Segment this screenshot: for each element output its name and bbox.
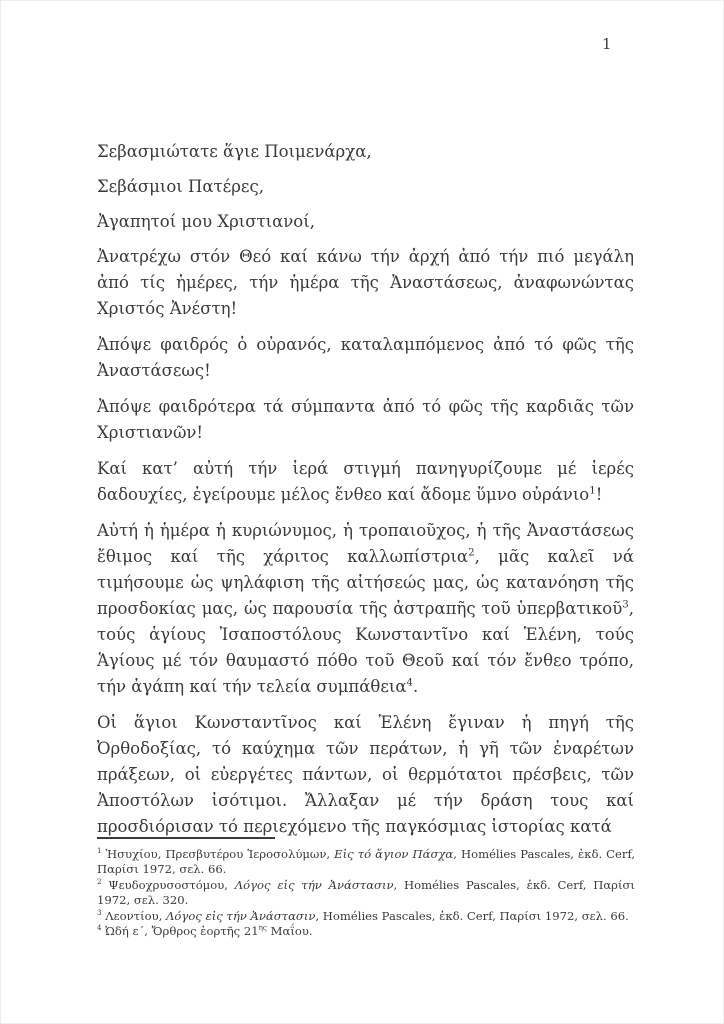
body-paragraph xyxy=(97,710,634,840)
body-paragraph xyxy=(97,244,634,322)
text-segment: . xyxy=(413,677,419,696)
text-segment: Ἀπόψε φαιδρότερα τά σύμπαντα ἀπό τό φῶς τῆς καρδιᾶς τῶν Χριστιανῶν! xyxy=(97,397,634,442)
text-segment: Λόγος εἰς τήν Ἀνάστασιν xyxy=(234,877,394,892)
text-segment: ! xyxy=(595,485,603,504)
text-segment: , μᾶς καλεῖ νά τιμήσουμε ὡς ψηλάφιση τῆς αἰτήσεώς μας, ὡς κατανόηση τῆς προσδοκίας μας, ὡς παρουσία τῆς ἀστραπῆς τοῦ ὑπερβατικοῦ xyxy=(97,547,634,618)
body-paragraph xyxy=(97,518,634,700)
text-segment: Λόγος εἰς τήν Ἀνάστασιν xyxy=(166,908,316,923)
salutation-line: Σεβασμιώτατε ἅγιε Ποιμενάρχα, xyxy=(97,142,372,161)
document-content xyxy=(97,139,634,850)
text-segment: , Homélies Pascales, ἐκδ. Cerf, Παρίσι 1972, σελ. 66. xyxy=(315,908,629,923)
footnote-marker: 1 xyxy=(97,846,102,856)
salutation-line: Ἀγαπητοί μου Χριστιανοί, xyxy=(97,212,315,231)
footnote-list xyxy=(97,847,635,939)
footnote-marker: 3 xyxy=(97,907,102,917)
text-segment: Καί κατ’ αὐτή τήν ἱερά στιγμή πανηγυρίζουμε μέ ἱερές δαδουχίες, ἐγείρουμε μέλος ἔνθεο καί ἄδομε ὕμνο οὐράνιο xyxy=(97,459,634,504)
superscript-text: 1 xyxy=(589,485,596,497)
text-segment: Αὐτή ἡ ἡμέρα ἡ κυριώνυμος, ἡ τροπαιοῦχος, ἡ τῆς Ἀναστάσεως ἔθιμος καί τῆς χάριτος καλλωπίστρια xyxy=(97,521,634,566)
superscript-text: 3 xyxy=(622,599,629,611)
superscript-text: 4 xyxy=(406,677,414,689)
text-segment: Ἀνατρέχω στόν Θεό καί κάνω τήν ἀρχή ἀπό τήν πιό μεγάλη ἀπό τίς ἡμέρες, τήν ἡμέρα τῆς Ἀναστάσεως, ἀναφωνώντας Χριστός Ἀνέστη! xyxy=(97,247,634,318)
salutation-block xyxy=(97,139,634,235)
text-segment: Ψευδοχρυσοστόμου, xyxy=(108,877,235,892)
page-number: 1 xyxy=(602,35,612,53)
text-segment: Λεοντίου, xyxy=(105,908,167,923)
text-segment: Εἰς τό ἅγιον Πάσχα xyxy=(334,847,454,861)
footnotes-section xyxy=(97,837,635,939)
superscript-text: ης xyxy=(258,923,267,933)
text-segment: Ὠδή ε΄, Ὄρθρος ἑορτῆς 21 xyxy=(105,924,259,939)
footnote xyxy=(97,847,635,878)
text-segment: Ἡσυχίου, Πρεσβυτέρου Ἱεροσολύμων, xyxy=(105,847,335,861)
footnote xyxy=(97,909,635,924)
text-segment: , τούς ἁγίους Ἰσαποστόλους Κωνσταντῖνο καί Ἑλένη, τούς Ἁγίους μέ τόν θαυμαστό πόθο τοῦ Θεοῦ καί τόν ἔνθεο τρόπο, τήν ἀγάπη καί τήν τελεία συμπάθεια xyxy=(97,599,634,696)
footnote-separator xyxy=(97,837,275,839)
text-segment: Μαΐου. xyxy=(266,924,313,939)
salutation-line: Σεβάσμιοι Πατέρες, xyxy=(97,177,264,196)
footnote-marker: 4 xyxy=(97,923,102,933)
text-segment: Οἱ ἅγιοι Κωνσταντῖνος καί Ἑλένη ἔγιναν ἡ πηγή τῆς Ὀρθοδοξίας, τό καύχημα τῶν περάτων, ἡ γῆ τῶν ἐναρέτων πράξεων, οἱ εὐεργέτες πάντων, οἱ θερμότατοι πρέσβεις, τῶν Ἀποστόλων ἰσότιμοι. Ἄλλαξαν μέ τήν δράση τους καί προσδιόρισαν τό περιεχόμενο τῆς παγκόσμιας ἱστορίας κατά xyxy=(97,713,634,836)
text-segment: , Homélies Pascales, ἐκδ. Cerf, Παρίσι 1972, σελ. 66. xyxy=(97,847,636,877)
body-paragraph xyxy=(97,394,634,446)
footnote-marker: 2 xyxy=(97,876,102,886)
body-paragraphs xyxy=(97,244,634,840)
body-paragraph xyxy=(97,456,634,508)
footnote xyxy=(97,878,635,909)
body-paragraph xyxy=(97,332,634,384)
text-segment: Ἀπόψε φαιδρός ὁ οὐρανός, καταλαμπόμενος ἀπό τό φῶς τῆς Ἀναστάσεως! xyxy=(97,335,634,380)
superscript-text: 2 xyxy=(468,547,475,559)
text-segment: , Homélies Pascales, ἐκδ. Cerf, Παρίσι 1972, σελ. 320. xyxy=(97,877,635,908)
footnote xyxy=(97,924,635,939)
